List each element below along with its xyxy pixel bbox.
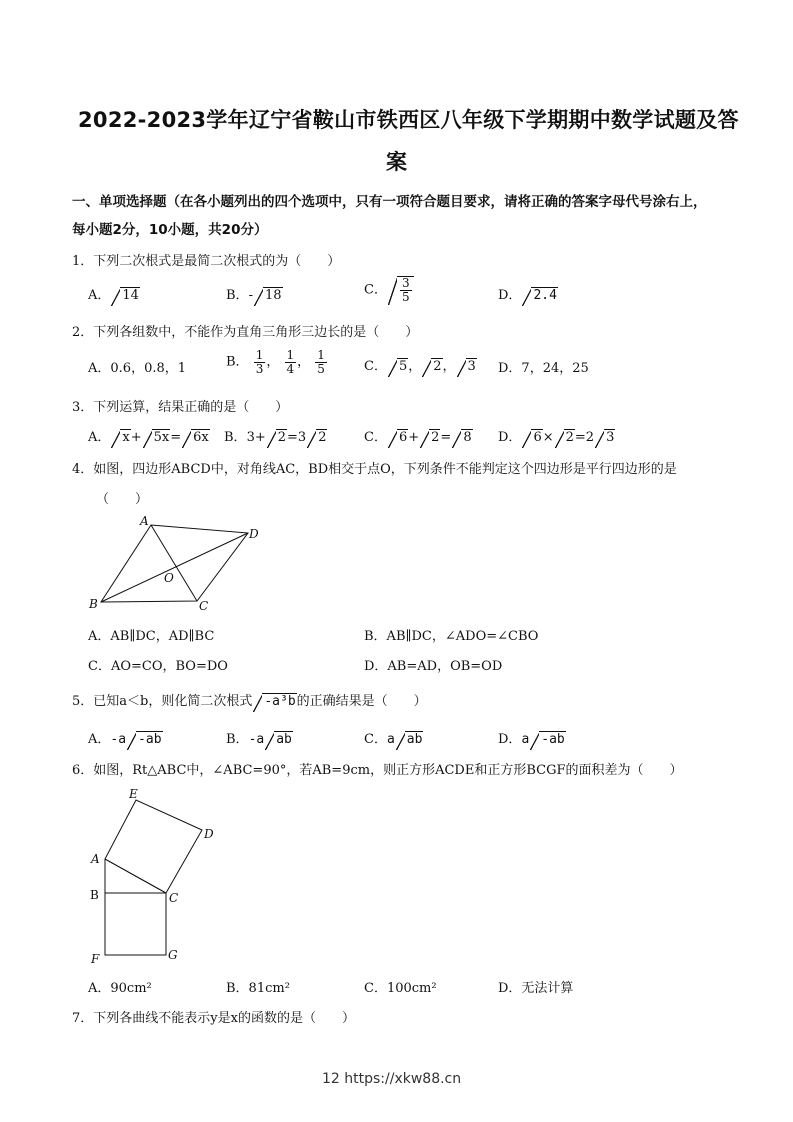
q6-square-acde: [105, 800, 202, 893]
q6-label-c: C: [169, 891, 179, 905]
q6-segment-ac: [105, 859, 166, 893]
q3-option-a: A． x+ 5x= 6x: [88, 430, 209, 445]
q6-label-d: D: [204, 827, 214, 841]
q4-label-b: B: [89, 597, 98, 611]
q7-stem: 7．下列各曲线不能表示y是x的函数的是（ ）: [72, 1011, 355, 1026]
q1-option-c: C． $\frac{3}{5}$: [364, 276, 414, 303]
q2-stem: 2．下列各组数中，不能作为直角三角形三边长的是（ ）: [72, 325, 419, 340]
q6-option-c: C．100cm²: [364, 981, 437, 996]
q3-option-d: D． 6× 2=2 3: [498, 430, 615, 445]
q6-option-a: A．90cm²: [88, 981, 152, 996]
q2-option-a: A．0.6，0.8，1: [88, 361, 187, 376]
q6-option-b: B．81cm²: [226, 981, 290, 996]
q5-option-c: C．a ab: [364, 732, 423, 747]
q4-option-a: A．AB∥DC，AD∥BC: [88, 629, 215, 644]
q6-figure-squares: [84, 782, 224, 972]
q4-label-c: C: [199, 599, 209, 613]
page-title-line2: 案: [386, 150, 408, 174]
q1-stem: 1．下列二次根式是最简二次根式的为（ ）: [72, 254, 341, 269]
q6-stem: 6．如图，Rt△ABC中，∠ABC=90°，若AB=9cm，则正方形ACDE和正方形BCGF的面积差为（ ）: [72, 763, 683, 778]
q2-option-d: D．7，24，25: [498, 361, 589, 376]
q2-option-c: C． 5， 2， 3: [364, 359, 476, 374]
q5-option-b: B．-a ab: [226, 732, 292, 747]
q5-stem: 5．已知a＜b，则化简二次根式 -a³b的正确结果是（ ）: [72, 694, 427, 709]
q6-label-b: B: [90, 888, 99, 902]
q6-label-a: A: [91, 852, 100, 866]
q3-stem: 3．下列运算，结果正确的是（ ）: [72, 400, 289, 415]
q4-option-b: B．AB∥DC，∠ADO=∠CBO: [364, 629, 539, 644]
q1-option-b: B．- 18: [226, 288, 282, 303]
q4-diagonal-ac: [151, 525, 197, 601]
q4-label-o: O: [164, 571, 174, 585]
q4-figure-quadrilateral: [86, 512, 266, 614]
page-footer: 12 https://xkw88.cn: [322, 1071, 462, 1087]
q2-option-b: B． $\frac{1}{3}$ ， $\frac{1}{4}$ ， $\frac{1}{5}$: [226, 348, 325, 376]
q4-stem: 4．如图，四边形ABCD中，对角线AC，BD相交于点O，下列条件不能判定这个四边形是平行四边形的是: [72, 462, 677, 477]
q6-option-d: D．无法计算: [498, 981, 574, 996]
q6-square-bcgf: [105, 893, 166, 955]
q6-label-e: E: [129, 787, 138, 801]
page-title-line1: 2022-2023学年辽宁省鞍山市铁西区八年级下学期期中数学试题及答: [78, 108, 739, 132]
section-heading-line2: 每小题2分，10小题，共20分）: [72, 222, 268, 238]
q3-option-b: B．3+ 2=3 2: [224, 430, 327, 445]
q6-label-g: G: [168, 948, 178, 962]
section-heading-line1: 一、单项选择题（在各小题列出的四个选项中，只有一项符合题目要求，请将正确的答案字母代号涂右上，: [72, 194, 707, 210]
q4-option-c: C．AO=CO，BO=DO: [88, 659, 228, 674]
q4-label-d: D: [249, 527, 259, 541]
q6-label-f: F: [91, 952, 100, 966]
q5-option-d: D．a -ab: [498, 732, 565, 747]
q1-option-d: D． 2.4: [498, 288, 557, 303]
q5-option-a: A．-a -ab: [88, 732, 162, 747]
q1-option-a: A． 14: [88, 288, 139, 303]
q4-option-d: D．AB=AD，OB=OD: [364, 659, 503, 674]
q4-stem-paren: （ ）: [96, 492, 149, 507]
q3-option-c: C． 6+ 2= 8: [364, 430, 472, 445]
q4-label-a: A: [140, 514, 149, 528]
